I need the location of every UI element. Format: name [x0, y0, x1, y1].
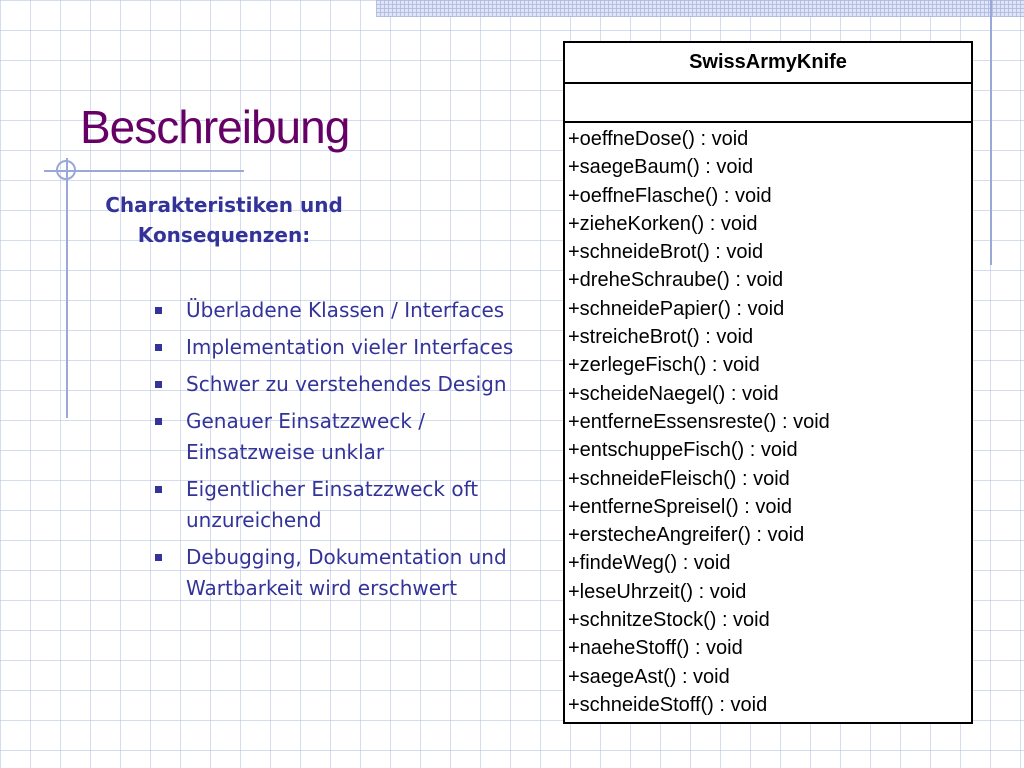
- uml-operation: +leseUhrzeit() : void: [568, 580, 747, 603]
- decorative-left-line: [66, 158, 68, 418]
- bullet-item: [155, 474, 530, 536]
- uml-operation: +entschuppeFisch() : void: [568, 439, 798, 462]
- uml-operation: +schneideStoff() : void: [568, 693, 768, 716]
- uml-operation: +saegeBaum() : void: [568, 156, 754, 179]
- bullet-text: Überladene Klassen / Interfaces: [186, 298, 505, 322]
- uml-operation: +zieheKorken() : void: [568, 212, 758, 235]
- uml-operation: +scheideNaegel() : void: [568, 382, 779, 405]
- uml-operation: +streicheBrot() : void: [568, 326, 754, 349]
- square-bullet-icon: [155, 344, 162, 351]
- uml-operation: +entferneSpreisel() : void: [568, 495, 793, 518]
- bullet-item: [155, 332, 530, 363]
- bullet-item: [155, 542, 530, 604]
- uml-operations-compartment: [565, 123, 971, 719]
- uml-operation: +naeheStoff() : void: [568, 637, 743, 660]
- decorative-crosshair-icon: [56, 160, 76, 180]
- uml-operation: +schnitzeStock() : void: [568, 609, 770, 632]
- uml-operation: +schneideFleisch() : void: [568, 467, 790, 490]
- square-bullet-icon: [155, 554, 162, 561]
- uml-operation: +schneideBrot() : void: [568, 241, 764, 264]
- bullet-text: Debugging, Dokumentation und Wartbarkeit wird erschwert: [186, 545, 507, 600]
- bullet-item: [155, 406, 530, 468]
- section-heading: Charakteristiken und Konsequenzen:: [105, 193, 343, 247]
- bullet-list: [155, 295, 530, 610]
- uml-operation: +oeffneFlasche() : void: [568, 184, 772, 207]
- uml-class-name: SwissArmyKnife: [565, 43, 971, 84]
- uml-operation: +saegeAst() : void: [568, 665, 730, 688]
- uml-operation: +dreheSchraube() : void: [568, 269, 784, 292]
- slide-title: Beschreibung: [80, 101, 350, 153]
- uml-operation: +erstecheAngreifer() : void: [568, 524, 805, 547]
- square-bullet-icon: [155, 486, 162, 493]
- square-bullet-icon: [155, 307, 162, 314]
- uml-class-box: [563, 41, 973, 724]
- bullet-text: Schwer zu verstehendes Design: [186, 372, 507, 396]
- bullet-text: Genauer Einsatzzweck / Einsatzweise unklar: [186, 409, 426, 464]
- square-bullet-icon: [155, 381, 162, 388]
- bullet-text: Eigentlicher Einsatzzweck oft unzureichend: [186, 477, 479, 532]
- uml-operation: +schneidePapier() : void: [568, 297, 785, 320]
- decorative-vertical-line: [990, 0, 992, 265]
- bullet-text: Implementation vieler Interfaces: [186, 335, 514, 359]
- uml-operation: +zerlegeFisch() : void: [568, 354, 760, 377]
- bullet-item: [155, 369, 530, 400]
- bullet-item: [155, 295, 530, 326]
- uml-operation: +oeffneDose() : void: [568, 128, 749, 150]
- uml-operation: +entferneEssensreste() : void: [568, 410, 830, 433]
- uml-operation: +findeWeg() : void: [568, 552, 731, 575]
- uml-attributes-compartment: [565, 84, 971, 123]
- square-bullet-icon: [155, 418, 162, 425]
- decorative-header-band: [376, 0, 1024, 17]
